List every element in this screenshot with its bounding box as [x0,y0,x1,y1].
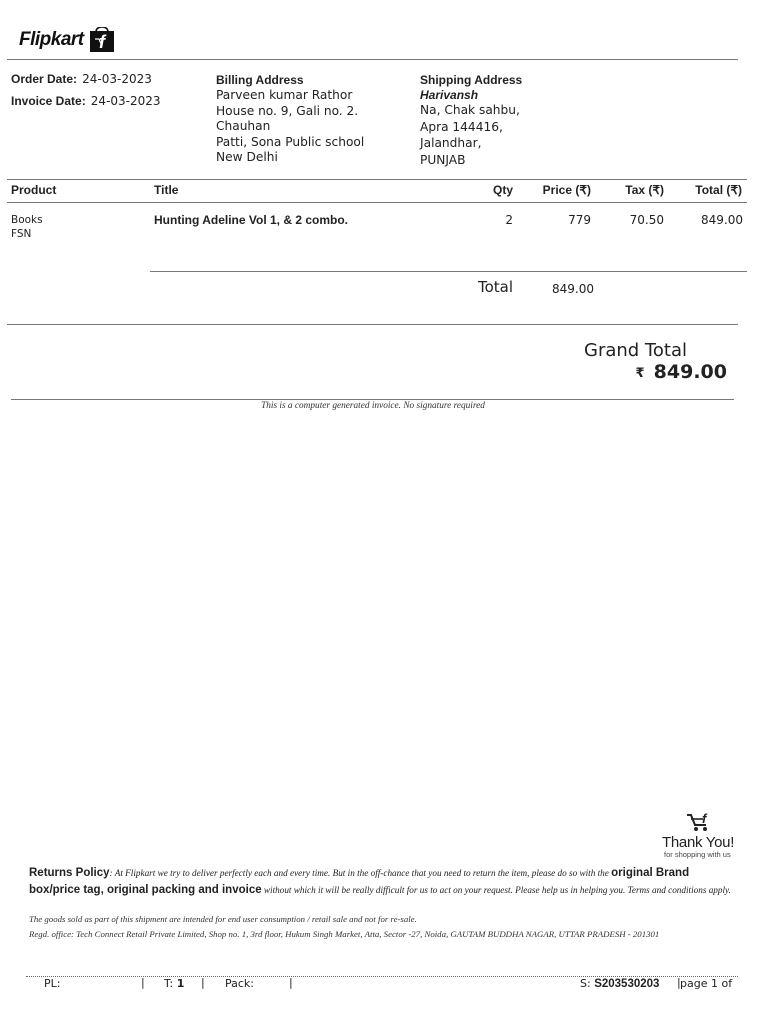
footer-separator: | [201,977,205,989]
total-section-divider [7,324,738,325]
row-price: 779 [568,213,591,227]
rupee-icon: ₹ [635,366,645,381]
s-label: S: [580,977,591,990]
footer-separator: | [141,977,145,989]
total-value: 849.00 [552,282,594,296]
thank-you-subtitle: for shopping with us [664,850,731,859]
row-fsn: FSN [11,228,32,240]
cart-icon [685,811,713,833]
footer-separator: | [677,977,681,989]
svg-text:f: f [702,811,707,826]
s-field [580,977,659,990]
resale-notice: The goods sold as part of this shipment are intended for end user consumption / retail sale and not for re-sale. [29,914,417,924]
thank-you-block [655,811,745,861]
registered-office: Regd. office: Tech Connect Retail Private Limited, Shop no. 1, 3rd floor, Hukum Singh Market, Atta, Sector -27, Noida, GAUTAM BUDDHA NAGAR, UTTAR PRADESH - 201301 [29,929,660,939]
s-value: S203530203 [594,978,660,990]
col-product: Product [11,183,57,197]
grand-total-label: Grand Total [584,340,687,361]
shipping-line: Apra 144416, [420,119,503,134]
footer-separator: | [289,977,293,989]
billing-line: New Delhi [216,150,278,164]
returns-policy [29,865,741,899]
pack-label: Pack: [225,977,255,990]
svg-text:f: f [99,32,105,52]
col-title: Title [154,183,179,197]
row-title: Hunting Adeline Vol 1, & 2 combo. [154,213,349,227]
pl-label: PL: [44,977,61,990]
invoice-date-value: 24-03-2023 [90,94,161,108]
flipkart-bag-icon [89,27,115,52]
returns-policy-label: Returns Policy [29,867,110,879]
billing-line: Patti, Sona Public school [216,134,365,149]
returns-policy-emphasis: original Brand box/price tag, original packing and invoice [29,867,690,896]
t-label: T: [164,977,174,990]
row-product: Books [11,214,43,226]
order-date [11,68,152,87]
footer-strip [0,977,768,991]
table-row [0,212,768,252]
billing-address [216,73,416,166]
grand-total-value: 849.00 [653,361,727,383]
shipping-line: Na, Chak sahbu, [420,103,520,117]
page-number: page 1 of [680,977,733,990]
table-header-border [7,202,747,203]
billing-address-label: Billing Address [216,73,304,87]
table-top-border [7,179,747,180]
shipping-name: Harivansh [420,88,479,102]
shipping-address [420,73,620,168]
order-date-value: 24-03-2023 [82,72,152,86]
returns-policy-text-end: without which it will be really difficult for us to act on your request. Please help us in helping you. Terms and conditions apply. [261,885,731,895]
brand-name: Flipkart [19,29,84,50]
grand-total-amount [636,361,727,383]
billing-line: House no. 9, Gali no. 2. Chauhan [216,103,359,133]
subtotal-divider [150,271,747,272]
t-value: 1 [176,977,185,990]
disclaimer: This is a computer generated invoice. No signature required [261,401,485,411]
header-divider [7,59,738,60]
table-header [0,183,768,199]
order-date-label: Order Date: [11,72,78,86]
col-price: Price (₹) [542,183,591,197]
returns-policy-text: : At Flipkart we try to deliver perfectly each and every time. But in the off-chance that you need to return the item, please do so with the [109,868,612,878]
billing-name: Parveen kumar Rathor [216,88,353,102]
col-qty: Qty [492,183,513,197]
row-total: 849.00 [701,213,743,227]
row-qty: 2 [505,213,513,227]
invoice-date [11,90,161,109]
flipkart-logo [19,27,119,53]
row-tax: 70.50 [629,213,664,227]
invoice-date-label: Invoice Date: [11,94,86,108]
col-tax: Tax (₹) [625,183,664,197]
t-field [164,977,184,990]
shipping-line: Jalandhar, [420,136,482,150]
shipping-line: PUNJAB [420,152,466,167]
col-total: Total (₹) [695,183,742,197]
shipping-address-label: Shipping Address [420,73,523,87]
thank-you-title: Thank You! [662,834,735,851]
total-label: Total [477,278,513,296]
grand-total-divider [11,399,734,400]
